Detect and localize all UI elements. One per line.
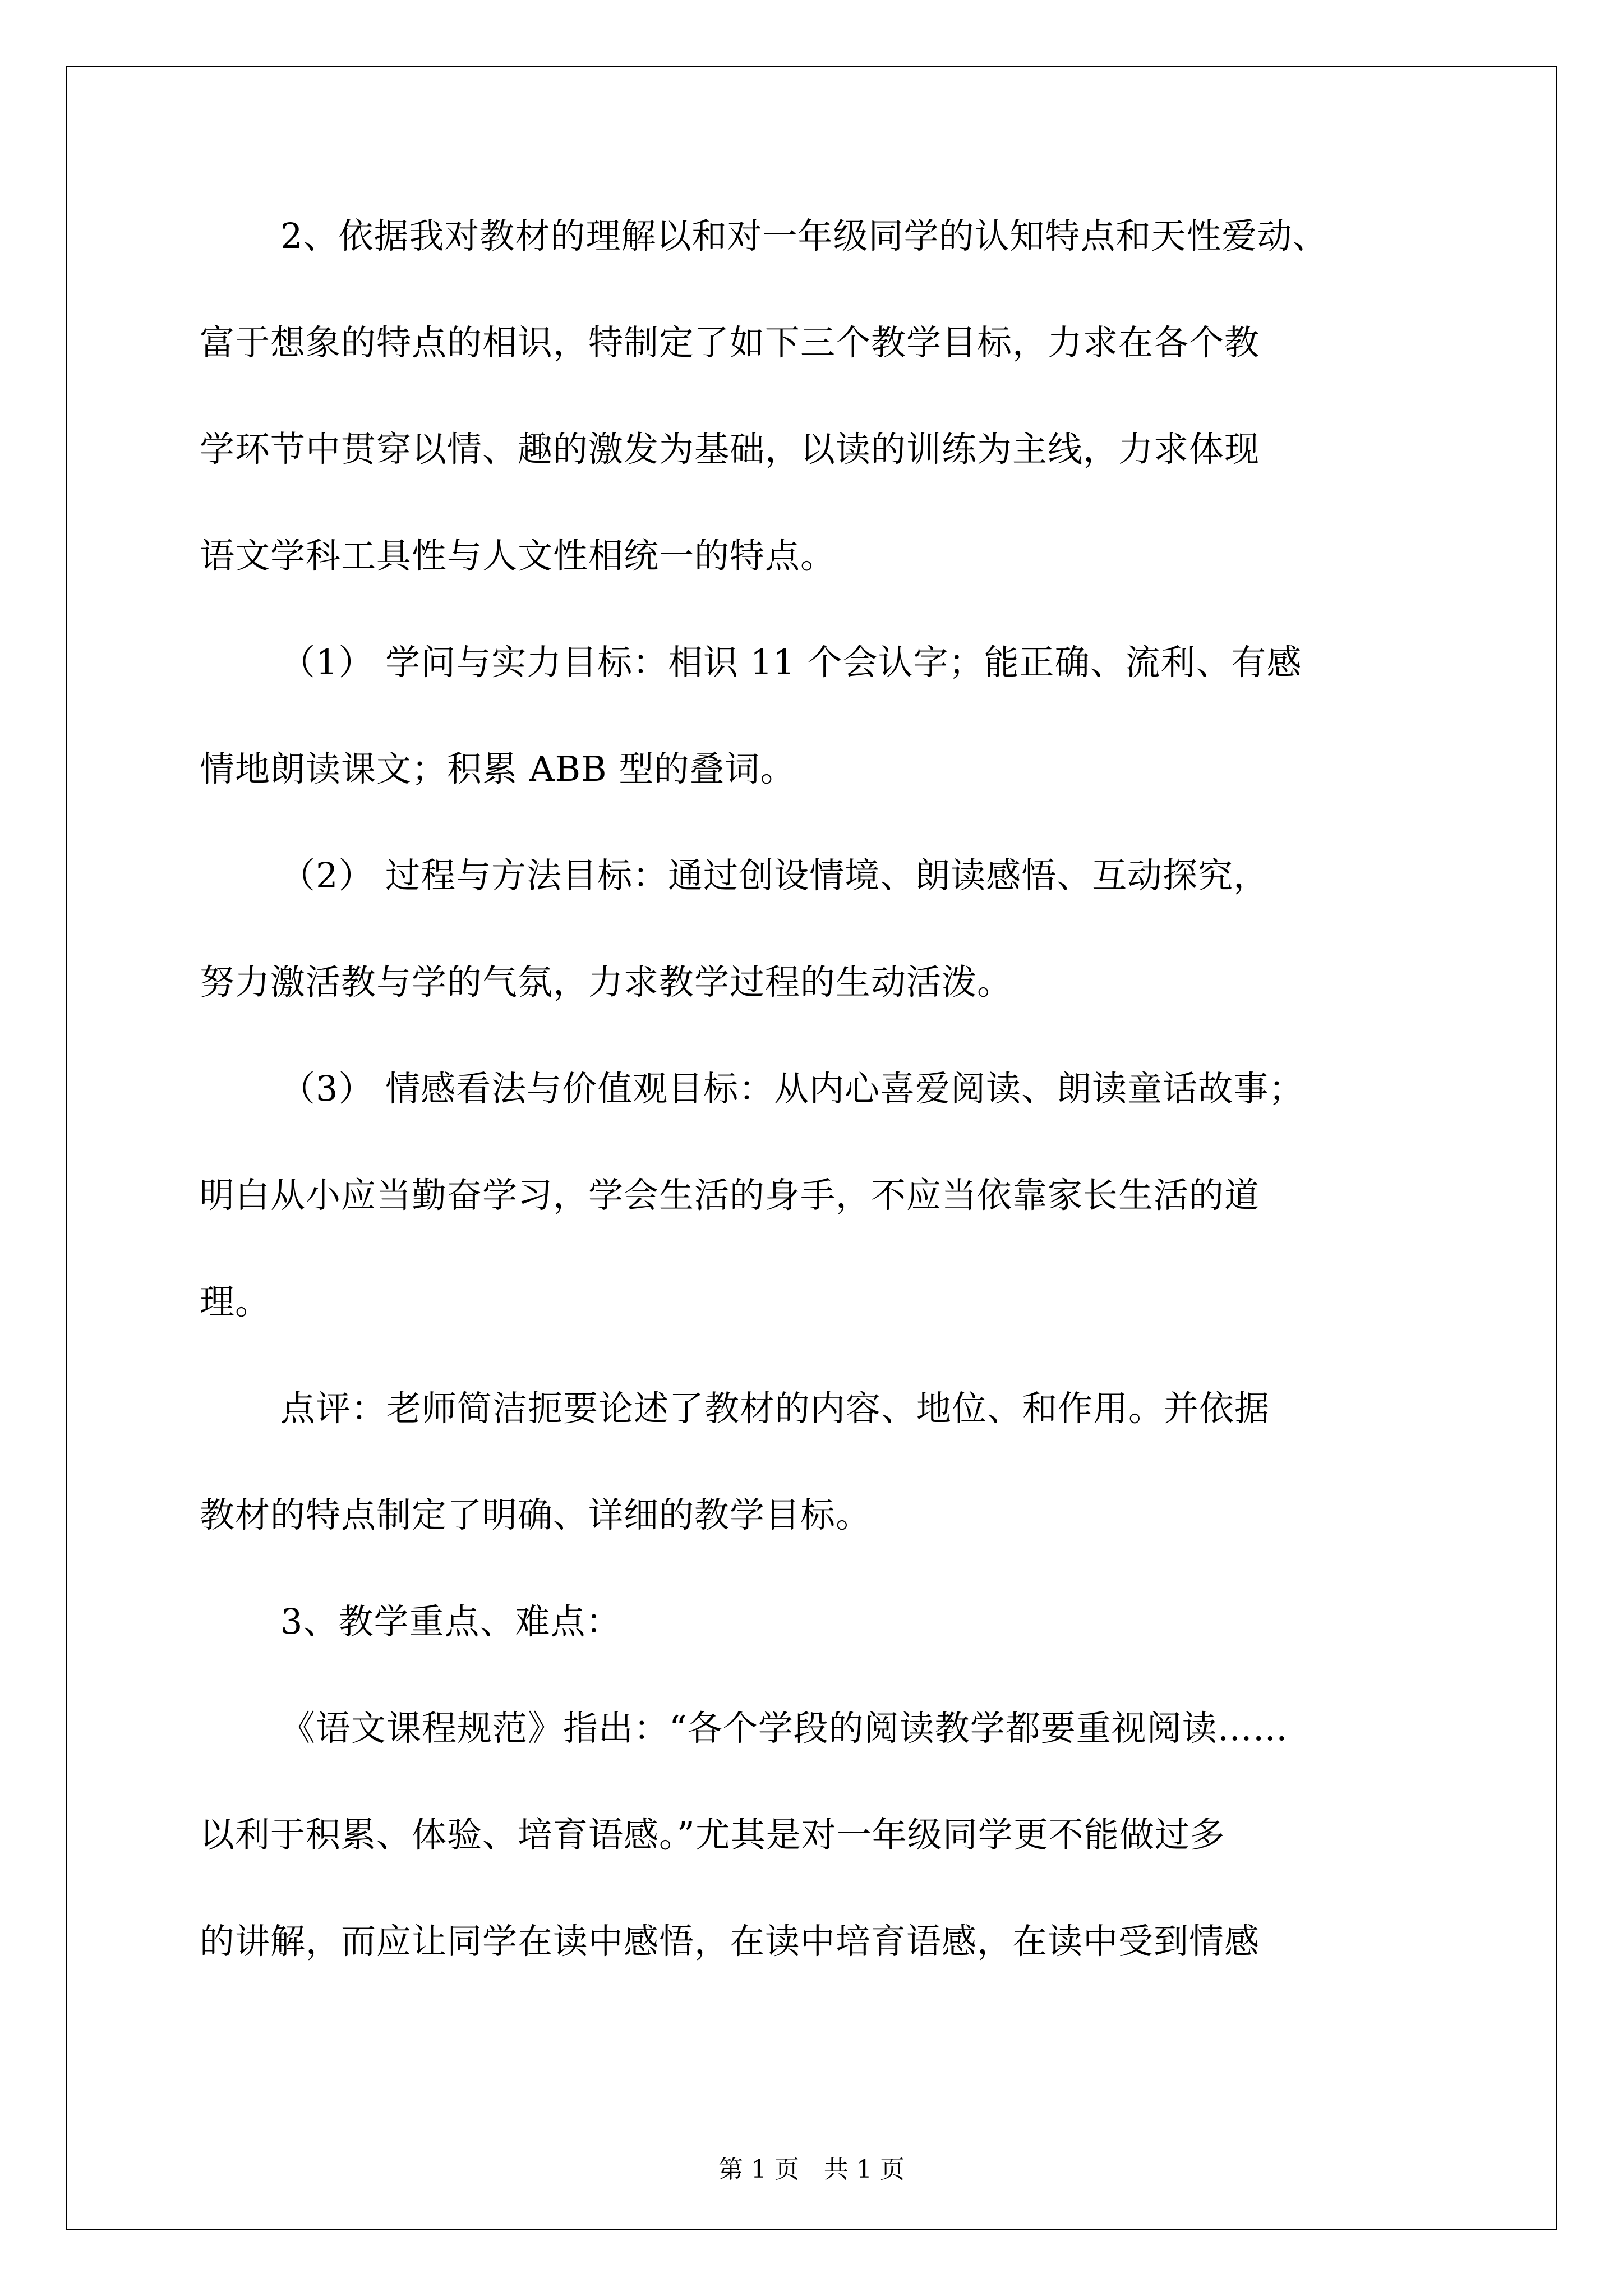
paragraph-line: 2、依据我对教材的理解以和对一年级同学的认知特点和天性爱动、: [280, 215, 1328, 256]
paragraph-line: （3） 情感看法与价值观目标：从内心喜爱阅读、朗读童话故事；: [280, 1068, 1304, 1109]
paragraph-line: 的讲解，而应让同学在读中感悟，在读中培育语感，在读中受到情感: [200, 1921, 1260, 1962]
paragraph-line: 语文学科工具性与人文性相统一的特点。: [200, 535, 836, 576]
paragraph-line: 情地朗读课文；积累 ABB 型的叠词。: [200, 748, 796, 789]
paragraph-line: 点评：老师简洁扼要论述了教材的内容、地位、和作用。并依据: [280, 1388, 1270, 1429]
paragraph-line: （2） 过程与方法目标：通过创设情境、朗读感悟、互动探究，: [280, 855, 1269, 896]
page-number-footer: 第 1 页 共 1 页: [718, 2155, 905, 2184]
paragraph-line: 《语文课程规范》指出：“各个学段的阅读教学都要重视阅读……: [280, 1708, 1288, 1749]
paragraph-line: 以利于积累、体验、培育语感。”尤其是对一年级同学更不能做过多: [200, 1814, 1225, 1855]
paragraph-line: 学环节中贯穿以情、趣的激发为基础，以读的训练为主线，力求体现: [200, 429, 1260, 470]
paragraph-line: 3、教学重点、难点：: [280, 1601, 621, 1642]
paragraph-line: 努力激活教与学的气氛，力求教学过程的生动活泼。: [200, 961, 1013, 1002]
page-border: [66, 66, 1557, 2230]
paragraph-line: 教材的特点制定了明确、详细的教学目标。: [200, 1494, 872, 1535]
paragraph-line: 理。: [200, 1281, 271, 1322]
paragraph-line: （1） 学问与实力目标：相识 11 个会认字；能正确、流利、有感: [280, 642, 1302, 683]
paragraph-line: 明白从小应当勤奋学习，学会生活的身手，不应当依靠家长生活的道: [200, 1175, 1260, 1216]
paragraph-line: 富于想象的特点的相识，特制定了如下三个教学目标，力求在各个教: [200, 322, 1260, 363]
